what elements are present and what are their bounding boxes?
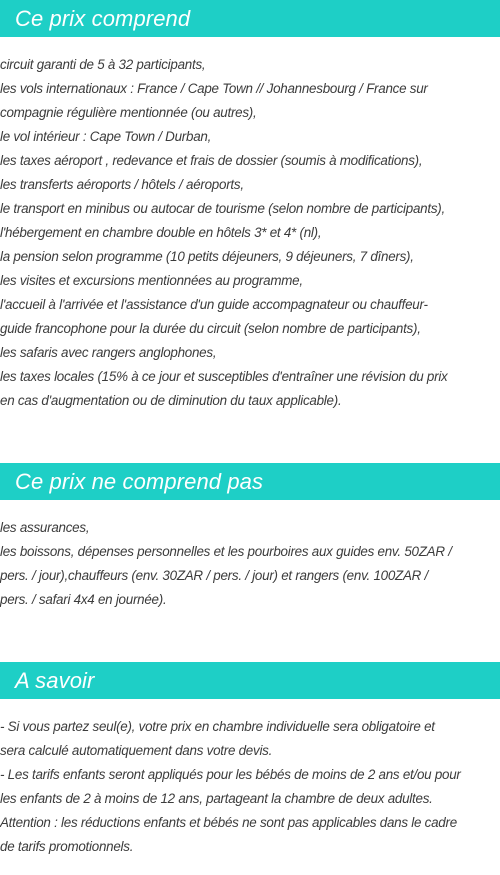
- list-item: le vol intérieur : Cape Town / Durban,: [0, 129, 212, 144]
- list-item: les taxes locales (15% à ce jour et susceptibles d'entraîner une révision du prix: [0, 369, 448, 384]
- section-header-good-to-know: [0, 662, 500, 699]
- list-item: guide francophone pour la durée du circuit (selon nombre de participants),: [0, 321, 421, 336]
- list-item: - Si vous partez seul(e), votre prix en chambre individuelle sera obligatoire et: [0, 719, 435, 734]
- list-item: pers. / jour),chauffeurs (env. 30ZAR / pers. / jour) et rangers (env. 100ZAR /: [0, 568, 429, 583]
- list-item: les safaris avec rangers anglophones,: [0, 345, 217, 360]
- list-item: le transport en minibus ou autocar de tourisme (selon nombre de participants),: [0, 201, 445, 216]
- list-item: sera calculé automatiquement dans votre devis.: [0, 743, 273, 758]
- list-item: les enfants de 2 à moins de 12 ans, partageant la chambre de deux adultes.: [0, 791, 433, 806]
- list-item: les assurances,: [0, 520, 90, 535]
- list-item: pers. / safari 4x4 en journée).: [0, 592, 167, 607]
- list-item: les vols internationaux : France / Cape Town // Johannesbourg / France sur: [0, 81, 428, 96]
- section-body-included: [0, 53, 500, 413]
- list-item: Attention : les réductions enfants et bébés ne sont pas applicables dans le cadre: [0, 815, 457, 830]
- section-body-good-to-know: [0, 715, 500, 859]
- list-item: les transferts aéroports / hôtels / aéroports,: [0, 177, 244, 192]
- list-item: en cas d'augmentation ou de diminution du taux applicable).: [0, 393, 342, 408]
- list-item: compagnie régulière mentionnée (ou autres),: [0, 105, 257, 120]
- list-item: de tarifs promotionnels.: [0, 839, 134, 854]
- section-title: Ce prix ne comprend pas: [15, 469, 264, 494]
- list-item: la pension selon programme (10 petits déjeuners, 9 déjeuners, 7 dîners),: [0, 249, 414, 264]
- list-item: - Les tarifs enfants seront appliqués pour les bébés de moins de 2 ans et/ou pour: [0, 767, 461, 782]
- section-header-not-included: [0, 463, 500, 500]
- list-item: circuit garanti de 5 à 32 participants,: [0, 57, 206, 72]
- list-item: l'hébergement en chambre double en hôtels 3* et 4* (nl),: [0, 225, 322, 240]
- section-header-included: [0, 0, 500, 37]
- list-item: l'accueil à l'arrivée et l'assistance d'un guide accompagnateur ou chauffeur-: [0, 297, 428, 312]
- section-body-not-included: [0, 516, 500, 612]
- section-title: Ce prix comprend: [15, 6, 191, 31]
- list-item: les boissons, dépenses personnelles et les pourboires aux guides env. 50ZAR /: [0, 544, 452, 559]
- section-title: A savoir: [15, 668, 95, 693]
- list-item: les visites et excursions mentionnées au programme,: [0, 273, 303, 288]
- list-item: les taxes aéroport , redevance et frais de dossier (soumis à modifications),: [0, 153, 423, 168]
